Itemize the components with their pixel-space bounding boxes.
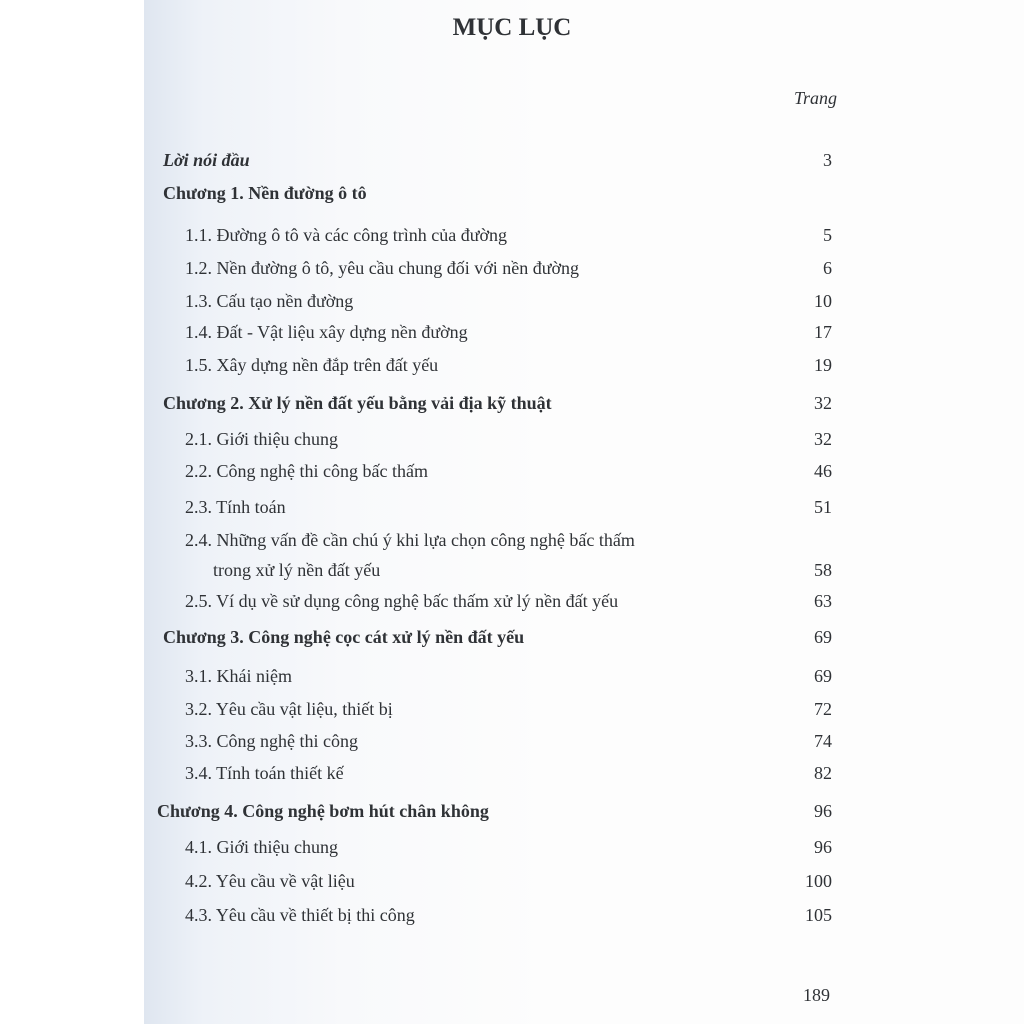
toc-entry [0,837,1024,861]
toc-entry [0,530,1024,580]
toc-entry-label: 4.2. Yêu cầu về vật liệu [185,871,355,891]
toc-entry [0,322,1024,346]
toc-entry [0,871,1024,895]
toc-entry [0,461,1024,485]
toc-entry [0,591,1024,615]
toc-entry-page: 5 [823,225,832,245]
toc-entry [0,497,1024,521]
toc-entry [0,291,1024,315]
toc-entry-page: 6 [823,258,832,278]
toc-entry [0,763,1024,787]
toc-entry [0,429,1024,453]
page-number: 189 [803,985,830,1005]
toc-entry-label: 2.3. Tính toán [185,497,286,517]
toc-entry-label: 1.5. Xây dựng nền đắp trên đất yếu [185,355,439,375]
toc-entry-label: Chương 4. Công nghệ bơm hút chân không [157,801,489,821]
toc-entry [0,905,1024,929]
toc-entry-label: Chương 2. Xử lý nền đất yếu bằng vải địa kỹ thuật [163,393,552,413]
toc-entry [0,699,1024,723]
toc-entry-page: 19 [814,355,832,375]
toc-entry-page: 69 [814,627,832,647]
toc-entry [0,258,1024,282]
toc-entry-page: 32 [814,429,832,449]
toc-entry [0,393,1024,417]
toc-entry [0,225,1024,249]
toc-entry [0,731,1024,755]
toc-entry-page: 96 [814,801,832,821]
toc-entry-label: 1.2. Nền đường ô tô, yêu cầu chung đối với nền đường [185,258,580,278]
toc-entry-page: 96 [814,837,832,857]
toc-entry-continuation: trong xử lý nền đất yếu [213,560,381,580]
toc-entry-page: 82 [814,763,832,783]
toc-entry-label: Chương 3. Công nghệ cọc cát xử lý nền đất yếu [163,627,525,647]
toc-entry-label: 3.3. Công nghệ thi công [185,731,358,751]
toc-entry [0,150,1024,174]
toc-entry-label: 2.5. Ví dụ về sử dụng công nghệ bấc thấm xử lý nền đất yếu [185,591,619,611]
toc-entry-label: 2.2. Công nghệ thi công bấc thấm [185,461,428,481]
toc-entry-page: 69 [814,666,832,686]
toc-entry-page: 17 [814,322,832,342]
toc-entry [0,183,1024,207]
toc-entry-page: 74 [814,731,832,751]
toc-entry-page: 51 [814,497,832,517]
toc-entry-label: Lời nói đầu [163,150,250,170]
toc-entry [0,666,1024,690]
toc-entry-label: 4.1. Giới thiệu chung [185,837,338,857]
toc-entry-label: 3.1. Khái niệm [185,666,292,686]
toc-entry-page: 3 [823,150,832,170]
toc-entry-page: 58 [814,560,832,580]
toc-entry [0,627,1024,651]
toc-entry-label: 1.1. Đường ô tô và các công trình của đường [185,225,507,245]
toc-entry-label: Chương 1. Nền đường ô tô [163,183,367,203]
toc-entry-page: 10 [814,291,832,311]
toc-entry-label: 1.4. Đất - Vật liệu xây dựng nền đường [185,322,468,342]
toc-entry-page: 72 [814,699,832,719]
page-column-label: Trang [793,88,837,108]
toc-entry-page: 46 [814,461,832,481]
page-title: MỤC LỤC [452,14,572,41]
toc-entry-label: 4.3. Yêu cầu về thiết bị thi công [185,905,415,925]
toc-entry [0,355,1024,379]
toc-entry-label: 2.4. Những vấn đề cần chú ý khi lựa chọn công nghệ bấc thấm [185,530,635,550]
toc-entry [0,801,1024,825]
toc-entry-label: 2.1. Giới thiệu chung [185,429,338,449]
toc-entry-page: 32 [814,393,832,413]
toc-entry-page: 63 [814,591,832,611]
toc-entry-label: 3.4. Tính toán thiết kế [185,763,344,783]
toc-entry-label: 1.3. Cấu tạo nền đường [185,291,354,311]
toc-entry-page: 105 [805,905,832,925]
toc-entry-page: 100 [805,871,832,891]
toc-entry-label: 3.2. Yêu cầu vật liệu, thiết bị [185,699,393,719]
